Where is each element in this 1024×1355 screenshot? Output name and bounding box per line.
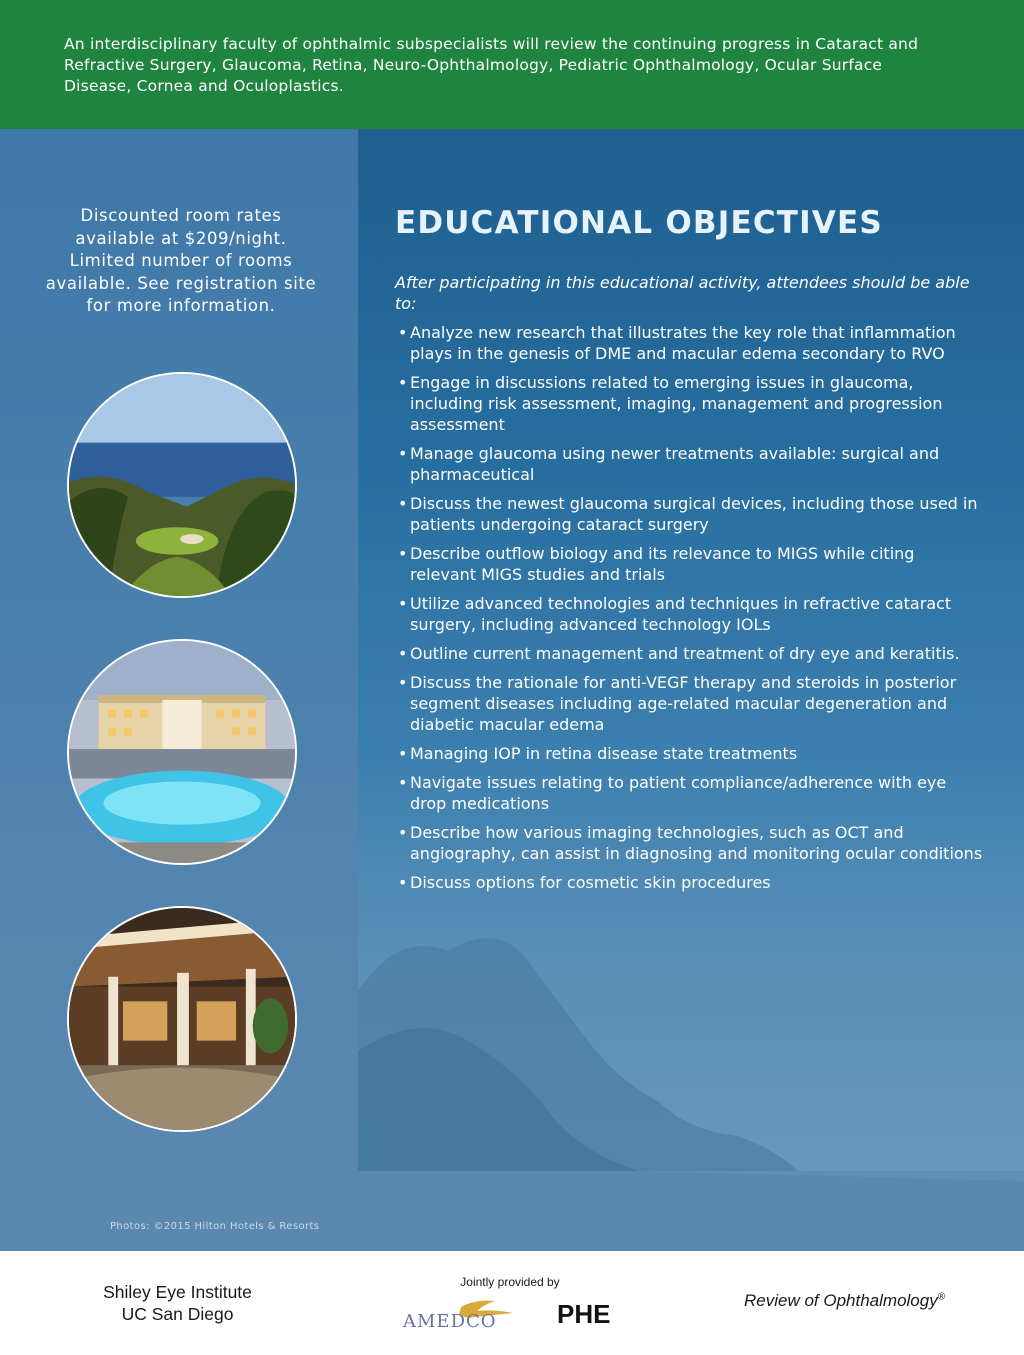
list-item: • Discuss the rationale for anti-VEGF therapy and steroids in posterior segment diseases including age-related macular degeneration and diabetic macular edema <box>398 673 957 734</box>
bullet-icon: • <box>398 444 408 463</box>
phe-logo: PHE <box>557 1299 611 1329</box>
bullet-icon: • <box>398 773 408 792</box>
bullet-icon: • <box>398 494 408 513</box>
list-item: • Engage in discussions related to emerging issues in glaucoma, including risk assessment, imaging, management and progression assessment <box>398 373 943 434</box>
list-item: • Describe outflow biology and its relevance to MIGS while citing relevant MIGS studies and trials <box>398 544 915 584</box>
main-content <box>0 129 1024 1251</box>
bullet-icon: • <box>398 744 408 763</box>
sidebar <box>0 129 358 1251</box>
bullet-icon: • <box>398 823 408 842</box>
objectives-list <box>395 322 985 901</box>
golf-course-ocean-photo <box>67 372 297 598</box>
objectives-title: EDUCATIONAL OBJECTIVES <box>395 205 883 241</box>
list-item: • Discuss options for cosmetic skin procedures <box>398 873 771 892</box>
intro-banner <box>0 0 1024 129</box>
bullet-icon: • <box>398 594 408 613</box>
bullet-icon: • <box>398 673 408 692</box>
list-item: • Utilize advanced technologies and techniques in refractive cataract surgery, including advanced technology IOLs <box>398 594 952 634</box>
bullet-icon: • <box>398 644 408 663</box>
photo-credit: Photos: ©2015 Hilton Hotels & Resorts <box>110 1221 320 1232</box>
shiley-line-2: UC San Diego <box>121 1304 234 1324</box>
review-of-ophthalmology-logo: Review of Ophthalmology® <box>744 1291 946 1310</box>
bullet-icon: • <box>398 544 408 563</box>
bullet-icon: • <box>398 373 408 392</box>
list-item: • Analyze new research that illustrates the key role that inflammation plays in the genesis of DME and macular edema secondary to RVO <box>398 323 956 363</box>
list-item: • Manage glaucoma using newer treatments available: surgical and pharmaceutical <box>398 444 940 484</box>
amedco-logo <box>403 1297 523 1333</box>
list-item: • Outline current management and treatment of dry eye and keratitis. <box>398 644 960 663</box>
shiley-eye-institute-logo <box>60 1281 295 1325</box>
coastline-background-image <box>358 871 1024 1251</box>
intro-banner-text: An interdisciplinary faculty of ophthalmic subspecialists will review the continuing progress in Cataract and Refractive Surgery, Glaucoma, Retina, Neuro-Ophthalmology, Pediatric Ophthalmology, Ocular Surface Disease, Cornea and Oculoplastics. <box>64 35 919 95</box>
footer <box>0 1251 1024 1355</box>
hotel-pool-photo <box>67 639 297 865</box>
list-item: • Managing IOP in retina disease state treatments <box>398 744 798 763</box>
objectives-intro: After participating in this educational activity, attendees should be able to: <box>395 273 970 313</box>
jointly-provided-label: Jointly provided by <box>460 1275 560 1289</box>
room-rate-note: Discounted room rates available at $209/night. Limited number of rooms available. See registration site for more information. <box>45 206 317 315</box>
shiley-line-1: Shiley Eye Institute <box>103 1282 252 1302</box>
list-item: • Describe how various imaging technologies, such as OCT and angiography, can assist in diagnosing and monitoring ocular conditions <box>398 823 983 863</box>
bullet-icon: • <box>398 873 408 892</box>
hotel-lobby-photo <box>67 906 297 1132</box>
objectives-panel <box>358 129 1024 1251</box>
bullet-icon: • <box>398 323 408 342</box>
list-item: • Discuss the newest glaucoma surgical devices, including those used in patients undergoing cataract surgery <box>398 494 978 534</box>
list-item: • Navigate issues relating to patient compliance/adherence with eye drop medications <box>398 773 947 813</box>
amedco-wordmark: AMEDCO <box>403 1311 497 1332</box>
